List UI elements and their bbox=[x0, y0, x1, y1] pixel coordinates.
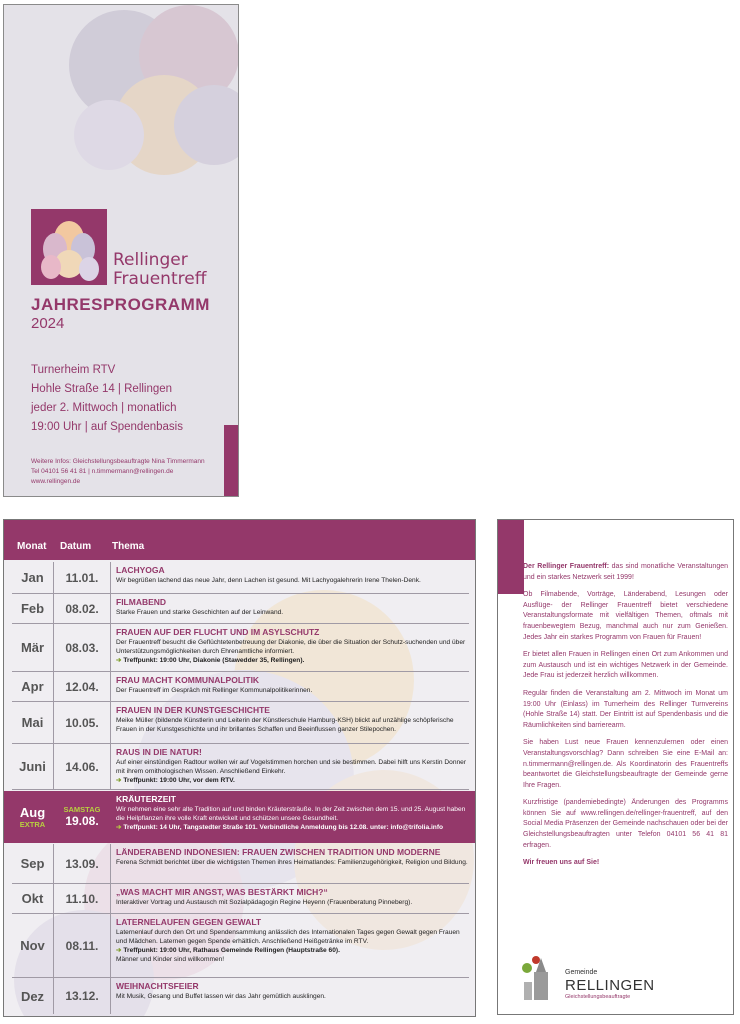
date-value: 19.08. bbox=[65, 814, 99, 828]
closing-line: Wir freuen uns auf Sie! bbox=[523, 859, 600, 867]
table-row bbox=[12, 702, 469, 744]
header-date: Datum bbox=[60, 541, 92, 552]
row-date bbox=[54, 791, 111, 842]
row-topic bbox=[116, 627, 468, 665]
row-meeting-point: ➔ Treffpunkt: 14 Uhr, Tangstedter Straße 101. Verbindliche Anmeldung bis 12.08. unter: info@trifolia.info bbox=[116, 824, 443, 831]
row-text: Wir begrüßen lachend das neue Jahr, denn Lachen ist gesund. Mit Lachyogalehrerin Irene Thelen-Denk. bbox=[116, 577, 421, 584]
table-row bbox=[12, 672, 469, 702]
row-month: Feb bbox=[12, 594, 54, 623]
frauentreff-logo bbox=[31, 209, 107, 285]
extra-badge: EXTRA bbox=[19, 819, 46, 829]
footer-link[interactable]: www.rellingen.de bbox=[31, 478, 81, 485]
row-topic bbox=[116, 597, 468, 617]
header-month: Monat bbox=[17, 541, 47, 552]
row-date: 08.02. bbox=[54, 594, 111, 623]
row-date: 13.12. bbox=[54, 978, 111, 1014]
info-paragraph: Kurzfristige (pandemiebedingte) Änderungen des Programms können Sie auf www.rellingen.de/rellinger-frauentreff, auf den Social Media Präsenzen der Gemeinde nachschauen oder bei der Gleichstellungsbeauftragten unter Telefon 04101 56 41 81 erfragen. bbox=[523, 799, 728, 849]
row-topic bbox=[116, 917, 468, 964]
row-title: WEIHNACHTSFEIER bbox=[116, 981, 199, 991]
row-topic bbox=[116, 847, 468, 867]
row-month bbox=[12, 791, 54, 842]
program-year: 2024 bbox=[31, 315, 65, 332]
row-text: Laternenlauf durch den Ort und Spendensammlung anlässlich des Internationalen Tages gegen Gewalt gegen Frauen und Mädchen. Laternen gegen Spende erhältlich. Anschließend Heißgetränke im RTV. bbox=[116, 929, 460, 945]
row-topic bbox=[116, 794, 468, 832]
row-month: Nov bbox=[12, 914, 54, 977]
row-date: 10.05. bbox=[54, 702, 111, 743]
table-row bbox=[12, 624, 469, 672]
gemeinde-label: Gemeinde bbox=[565, 969, 598, 976]
row-topic bbox=[116, 565, 468, 585]
row-date: 14.06. bbox=[54, 744, 111, 789]
venue-line: Hohle Straße 14 | Rellingen bbox=[31, 383, 173, 395]
row-month: Mai bbox=[12, 702, 54, 743]
women-silhouettes-art bbox=[64, 4, 239, 195]
table-row bbox=[12, 884, 469, 914]
table-row bbox=[12, 978, 469, 1014]
row-title: „WAS MACHT MIR ANGST, WAS BESTÄRKT MICH?“ bbox=[116, 887, 328, 897]
row-meeting-point: ➔ Treffpunkt: 19:00 Uhr, Diakonie (Stawedder 35, Rellingen). bbox=[116, 657, 304, 664]
row-month: Okt bbox=[12, 884, 54, 913]
row-meeting-point: ➔ Treffpunkt: 19:00 Uhr, Rathaus Gemeinde Rellingen (Hauptstraße 60). bbox=[116, 947, 340, 954]
row-text: Der Frauentreff im Gespräch mit Rellinger Kommunalpolitikerinnen. bbox=[116, 687, 313, 694]
info-text bbox=[523, 562, 728, 876]
row-date: 08.03. bbox=[54, 624, 111, 671]
footer-line: Weitere Infos: Gleichstellungsbeauftragte Nina Timmermann bbox=[31, 458, 205, 465]
row-date: 12.04. bbox=[54, 672, 111, 701]
row-text: Ferena Schmidt berichtet über die wichtigsten Themen ihres Heimatlandes: Familienzugehörigkeit, Religion und Bildung. bbox=[116, 859, 468, 866]
info-paragraph bbox=[523, 562, 728, 583]
footer-line: Tel 04101 56 41 81 | n.timmermann@rellingen.de bbox=[31, 468, 174, 475]
row-topic bbox=[116, 705, 468, 734]
date-day: SAMSTAG bbox=[63, 805, 101, 814]
row-topic bbox=[116, 675, 468, 695]
table-row bbox=[12, 594, 469, 624]
row-title: KRÄUTERZEIT bbox=[116, 794, 176, 804]
row-text: Auf einer einstündigen Radtour wollen wir auf Vogelstimmen horchen und sie bestimmen. Dabei hilft uns Kerstin Donner mit ihrem ornithologischen Wissen. Anschließend Einkehr. bbox=[116, 759, 467, 775]
cover-panel bbox=[3, 4, 239, 497]
logo-faces-icon bbox=[31, 209, 107, 285]
brand-line-2: Frauentreff bbox=[113, 269, 207, 289]
row-month: Dez bbox=[12, 978, 54, 1014]
row-date: 13.09. bbox=[54, 844, 111, 883]
row-title: FRAUEN AUF DER FLUCHT UND IM ASYLSCHUTZ bbox=[116, 627, 320, 637]
info-accent-bar bbox=[498, 520, 524, 594]
gemeinde-department: Gleichstellungsbeauftragte bbox=[565, 994, 631, 1000]
cover-footer bbox=[31, 457, 205, 487]
row-text: Der Frauentreff besucht die Geflüchtetenbetreuung der Diakonie, die über die Situation der Schutz-suchenden und über Unterstützungsmöglichkeiten durch Ehrenamtliche informiert. bbox=[116, 639, 466, 655]
schedule-table bbox=[3, 519, 476, 1017]
venue-line: 19:00 Uhr | auf Spendenbasis bbox=[31, 421, 183, 433]
info-lead: Der Rellinger Frauentreff: bbox=[523, 563, 610, 570]
row-date: 08.11. bbox=[54, 914, 111, 977]
gemeinde-church-icon bbox=[520, 952, 550, 1002]
row-topic bbox=[116, 887, 468, 907]
row-month: Jan bbox=[12, 562, 54, 593]
row-topic bbox=[116, 981, 468, 1001]
info-paragraph: Er bietet allen Frauen in Rellingen einen Ort zum Ankommen und zum Austausch und ist ein wichtiges Netzwerk in der Gemeinde. Jede Frau ist jederzeit herzlich willkommen. bbox=[523, 651, 728, 680]
row-extra-line: Männer und Kinder sind willkommen! bbox=[116, 956, 225, 963]
program-title: JAHRESPROGRAMM bbox=[31, 295, 210, 314]
row-title: LACHYOGA bbox=[116, 565, 165, 575]
row-text: Mit Musik, Gesang und Buffet lassen wir das Jahr gemütlich ausklingen. bbox=[116, 993, 326, 1000]
info-paragraph: Regulär finden die Veranstaltung am 2. Mittwoch im Monat um 19:00 Uhr (Einlass) im Turnerheim des Rellinger Turnvereins (Hohle Straße 14) statt. Der Eintritt ist auf Spendenbasis und die Räumlichkeiten sind barrierearm. bbox=[523, 689, 728, 729]
brand-line-1: Rellinger bbox=[113, 250, 188, 270]
gemeinde-name: RELLINGEN bbox=[565, 977, 655, 994]
info-paragraph: Sie haben Lust neue Frauen kennenzulernen oder einen Veranstaltungsvorschlag? Dann schreiben Sie eine E-Mail an: n.timmermann@rellingen.de. Als Koordinatorin des Frauentreffs beantwortet die Gleichstellungsbeauftragte der Gemeinde gerne Ihre Fragen. bbox=[523, 739, 728, 789]
info-panel bbox=[497, 519, 734, 1015]
brand-name bbox=[113, 251, 206, 289]
row-title: LÄNDERABEND INDONESIEN: FRAUEN ZWISCHEN TRADITION UND MODERNE bbox=[116, 847, 441, 857]
venue-info bbox=[31, 361, 183, 437]
row-meeting-point: ➔ Treffpunkt: 19:00 Uhr, vor dem RTV. bbox=[116, 777, 235, 784]
table-row bbox=[12, 562, 469, 594]
row-text: Starke Frauen und starke Geschichten auf der Leinwand. bbox=[116, 609, 284, 616]
row-month: Mär bbox=[12, 624, 54, 671]
row-date: 11.01. bbox=[54, 562, 111, 593]
row-text: Interaktiver Vortrag und Austausch mit Sozialpädagogin Regine Heyenn (Frauenberatung Pinneberg). bbox=[116, 899, 413, 906]
row-title: FRAUEN IN DER KUNSTGESCHICHTE bbox=[116, 705, 270, 715]
row-month: Apr bbox=[12, 672, 54, 701]
cover-accent-bar bbox=[224, 425, 238, 497]
row-date: 11.10. bbox=[54, 884, 111, 913]
row-text: Wir nehmen eine sehr alte Tradition auf und binden Kräutersträuße. In der Zeit zwischen dem 15. und 25. August haben die Heilpflanzen ihre volle Kraft entwickelt und schützen unsere Gesundheit. bbox=[116, 806, 466, 822]
row-month: Sep bbox=[12, 844, 54, 883]
table-row-highlighted bbox=[4, 791, 476, 843]
venue-line: Turnerheim RTV bbox=[31, 364, 116, 376]
row-title: FRAU MACHT KOMMUNALPOLITIK bbox=[116, 675, 260, 685]
row-text: Meike Müller (bildende Künstlerin und Leiterin der Künstlerschule Hamburg-KSH) blickt auf unzählige schöpferische Frauen in der Kunstgeschichte und ihr brillantes Schaffen und Beeinflussen ganzer Stilepochen. bbox=[116, 717, 454, 733]
header-topic: Thema bbox=[112, 541, 145, 552]
row-topic bbox=[116, 747, 468, 785]
table-row bbox=[12, 744, 469, 790]
row-title: RAUS IN DIE NATUR! bbox=[116, 747, 202, 757]
venue-line: jeder 2. Mittwoch | monatlich bbox=[31, 402, 177, 414]
table-row bbox=[12, 844, 469, 884]
row-title: FILMABEND bbox=[116, 597, 167, 607]
info-paragraph: Ob Filmabende, Vorträge, Länderabend, Lesungen oder Ausflüge- der Rellinger Frauentreff bietet verschiedene Veranstaltungsformate mit vielfältigen Themen, oftmals mit frauenbewegtem Bezug, manchmal auch nur zum Genießen. Jedes Jahr ein starkes Programm von Frauen für Frauen! bbox=[523, 591, 728, 641]
info-lead-rest: das sind monatliche Veranstaltungen und ein starkes Netzwerk seit 1999! bbox=[523, 563, 728, 581]
table-row bbox=[12, 914, 469, 978]
month-name: Aug bbox=[19, 804, 46, 820]
row-month: Juni bbox=[12, 744, 54, 789]
row-title: LATERNELAUFEN GEGEN GEWALT bbox=[116, 917, 262, 927]
table-header bbox=[4, 520, 475, 560]
